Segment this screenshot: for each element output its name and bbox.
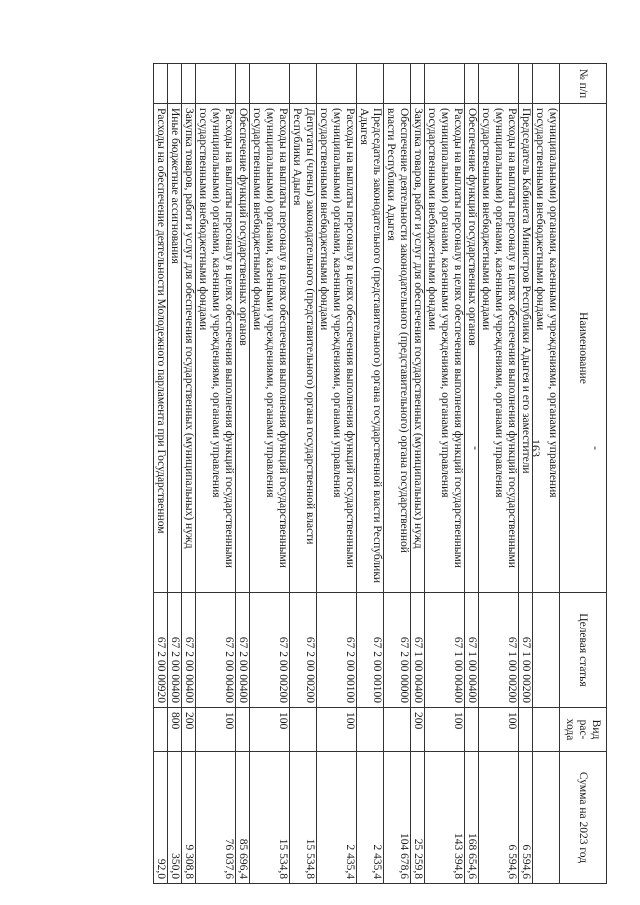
header-sum-2023: Сумма на 2023 год (560, 752, 607, 884)
row-target-article: 67 2 00 00200 (250, 593, 290, 708)
row-target-article: 67 2 00 00100 (357, 593, 384, 708)
row-expense-type: 100 (250, 708, 290, 752)
row-target-article: 67 2 00 00100 (317, 593, 357, 708)
row-number (154, 64, 168, 104)
row-sum: 104 678,6 (384, 752, 411, 884)
row-expense-type (465, 708, 479, 752)
table-row (384, 64, 411, 884)
table-row (479, 64, 519, 884)
row-expense-type: 100 (425, 708, 465, 752)
row-number (533, 64, 560, 104)
row-name: Иные бюджетные ассигнования (168, 104, 182, 593)
row-name: (муниципальными) органами, казенными учреждениями, органами управления государственными внебюджетными фондами (533, 104, 560, 593)
row-name: Расходы на обеспечение деятельности Молодежного парламента при Государственном (154, 104, 168, 593)
row-expense-type (533, 708, 560, 752)
row-expense-type (357, 708, 384, 752)
row-target-article: 67 1 00 00400 (425, 593, 465, 708)
budget-table (153, 63, 607, 884)
row-sum: 143 394,8 (425, 752, 465, 884)
row-sum (533, 752, 560, 884)
row-target-article: 67 2 00 00400 (236, 593, 250, 708)
table-row (290, 64, 317, 884)
table-header-row (560, 64, 607, 884)
row-name: Расходы на выплаты персоналу в целях обеспечения выполнения функций государственными (муниципальными) органами, казенными учреждениями, органами управления государственными внебюджетными фондами (250, 104, 290, 593)
row-target-article: 67 2 00 00920 (154, 593, 168, 708)
table-row (196, 64, 236, 884)
rotated-page (57, 63, 607, 883)
table-row (154, 64, 168, 884)
table-row (519, 64, 533, 884)
row-number (479, 64, 519, 104)
row-number (425, 64, 465, 104)
row-number (384, 64, 411, 104)
row-number (317, 64, 357, 104)
row-sum: 350,0 (168, 752, 182, 884)
row-name: Расходы на выплаты персоналу в целях обеспечения выполнения функций государственными (муниципальными) органами, казенными учреждениями, органами управления государственными внебюджетными фондами (479, 104, 519, 593)
page-number: - 163 - (469, 439, 603, 457)
table-row (168, 64, 182, 884)
row-target-article: 67 2 00 00400 (196, 593, 236, 708)
row-name: Расходы на выплаты персоналу в целях обеспечения выполнения функций государственными (муниципальными) органами, казенными учреждениями, органами управления государственными внебюджетными фондами (196, 104, 236, 593)
row-target-article: 67 1 00 00400 (411, 593, 425, 708)
row-expense-type: 200 (411, 708, 425, 752)
row-name: Председатель Кабинета Министров Республики Адыгея и его заместители (519, 104, 533, 593)
row-expense-type: 100 (479, 708, 519, 752)
budget-table-container (57, 63, 607, 883)
row-expense-type (519, 708, 533, 752)
row-name: Председатель законодательного (представительного) органа государственной власти Республики Адыгея (357, 104, 384, 593)
row-number (519, 64, 533, 104)
row-name: Закупка товаров, работ и услуг для обеспечения государственных (муниципальных) нужд (411, 104, 425, 593)
row-sum: 6 594,6 (479, 752, 519, 884)
row-sum: 76 037,6 (196, 752, 236, 884)
row-sum: 6 594,6 (519, 752, 533, 884)
row-number (290, 64, 317, 104)
row-number (465, 64, 479, 104)
table-row (236, 64, 250, 884)
row-number (250, 64, 290, 104)
row-target-article: 67 1 00 00200 (479, 593, 519, 708)
row-sum: 9 308,8 (182, 752, 196, 884)
header-name: Наименование (560, 104, 607, 593)
row-number (236, 64, 250, 104)
row-target-article: 67 2 00 00000 (384, 593, 411, 708)
header-number: № п/п (560, 64, 607, 104)
header-target-article: Целевая статья (560, 593, 607, 708)
row-expense-type: 100 (317, 708, 357, 752)
row-sum: 15 534,8 (250, 752, 290, 884)
row-name: Депутаты (члены) законодательного (представительного) органа государственной власти Республики Адыгея (290, 104, 317, 593)
row-name: Расходы на выплаты персоналу в целях обеспечения выполнения функций государственными (муниципальными) органами, казенными учреждениями, органами управления государственными внебюджетными фондами (425, 104, 465, 593)
row-number (196, 64, 236, 104)
table-row (465, 64, 479, 884)
row-name: Обеспечение функций государственных органов (236, 104, 250, 593)
row-name: Обеспечение функций государственных органов (465, 104, 479, 593)
table-row (411, 64, 425, 884)
row-name: Закупка товаров, работ и услуг для обеспечения государственных (муниципальных) нужд (182, 104, 196, 593)
table-row (182, 64, 196, 884)
row-expense-type: 100 (196, 708, 236, 752)
row-expense-type (236, 708, 250, 752)
table-row (425, 64, 465, 884)
row-target-article: 67 1 00 00200 (519, 593, 533, 708)
row-sum: 168 654,6 (465, 752, 479, 884)
table-row (317, 64, 357, 884)
row-number (182, 64, 196, 104)
row-sum: 2 435,4 (317, 752, 357, 884)
row-target-article: 67 2 00 00400 (182, 593, 196, 708)
row-target-article: 67 1 00 00400 (465, 593, 479, 708)
row-sum: 2 435,4 (357, 752, 384, 884)
row-target-article: 67 2 00 00400 (168, 593, 182, 708)
row-expense-type (290, 708, 317, 752)
row-expense-type: 200 (182, 708, 196, 752)
row-number (168, 64, 182, 104)
row-sum: 85 696,4 (236, 752, 250, 884)
table-body (154, 64, 560, 884)
row-sum: 92,0 (154, 752, 168, 884)
row-expense-type: 800 (168, 708, 182, 752)
row-name: Обеспечение деятельности законодательного (представительного) органа государственной власти Республики Адыгея (384, 104, 411, 593)
row-expense-type (384, 708, 411, 752)
row-target-article (533, 593, 560, 708)
row-name: Расходы на выплаты персоналу в целях обеспечения выполнения функций государственными (муниципальными) органами, казенными учреждениями, органами управления государственными внебюджетными фондами (317, 104, 357, 593)
row-sum: 15 534,8 (290, 752, 317, 884)
row-target-article: 67 2 00 00200 (290, 593, 317, 708)
row-expense-type (154, 708, 168, 752)
table-row (250, 64, 290, 884)
row-sum: 25 259,8 (411, 752, 425, 884)
row-number (411, 64, 425, 104)
row-number (357, 64, 384, 104)
header-expense-type: Вид рас-хода (560, 708, 607, 752)
table-row (357, 64, 384, 884)
table-row (533, 64, 560, 884)
